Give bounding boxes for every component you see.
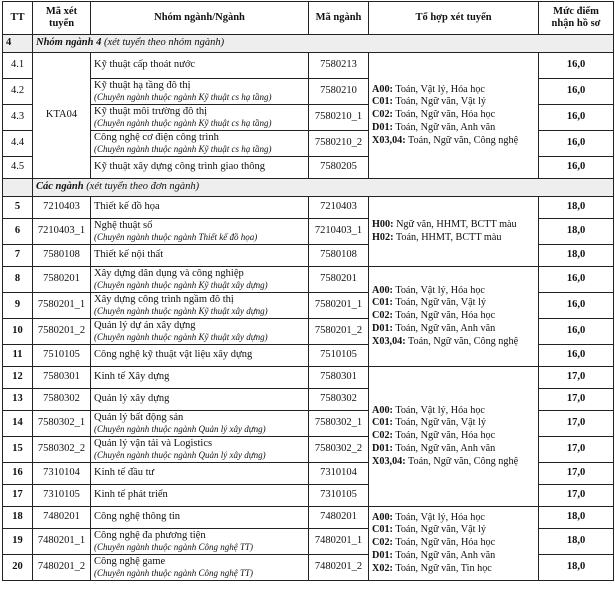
combo-line [372, 336, 535, 349]
table-cell: 7510105 [309, 345, 369, 367]
group-tt: 4 [3, 35, 33, 53]
table-cell: 7210403_1 [33, 219, 91, 245]
table-cell: Toán, Vật lý, Hóa học [395, 284, 485, 296]
row-score: 16,0 [539, 79, 614, 105]
table-cell: 13 [3, 389, 33, 411]
table-cell: 7210403 [309, 197, 369, 219]
combo-line [372, 456, 535, 469]
table-cell: X03,04: [372, 134, 406, 146]
table-cell: D01: [372, 442, 393, 454]
table-cell: Quản lý vận tải và Logistics [94, 438, 213, 450]
row-name-main: Kỹ thuật cấp thoát nước [94, 59, 196, 71]
combo-line [372, 109, 535, 122]
group-note: (xét tuyển theo đơn ngành) [86, 181, 200, 193]
table-row [3, 53, 614, 79]
combo-line [372, 122, 535, 135]
table-cell: 7480201 [309, 507, 369, 529]
table-cell: 7 [3, 245, 33, 267]
table-cell: 7580302_1 [33, 411, 91, 437]
table-cell: Quản lý dự án xây dựng [94, 320, 196, 332]
table-cell: 7580302_2 [309, 437, 369, 463]
combo-cell-b [369, 367, 539, 507]
row-tt: 4.4 [3, 131, 33, 157]
table-row [3, 267, 614, 293]
table-row [3, 367, 614, 389]
table-cell: 7210403 [33, 197, 91, 219]
combo-cell-group4 [369, 53, 539, 179]
table-cell: 7580201_1 [33, 293, 91, 319]
header-row [3, 2, 614, 35]
table-cell: D01: [372, 121, 393, 133]
table-cell: 17,0 [539, 367, 614, 389]
table-cell: X03,04: [372, 455, 406, 467]
table-cell: 7580201_2 [309, 319, 369, 345]
table-cell: 7580201_2 [33, 319, 91, 345]
table-cell: 18,0 [539, 555, 614, 581]
table-cell: 16,0 [539, 345, 614, 367]
table-cell: Công nghệ thông tin [91, 507, 309, 529]
combo-line [372, 537, 535, 550]
table-cell: H02: [372, 231, 394, 243]
table-cell: 15 [3, 437, 33, 463]
row-name [91, 79, 309, 105]
group-title-cell [33, 35, 614, 53]
header-tt: TT [3, 2, 33, 35]
combo-cell-h [369, 197, 539, 267]
table-cell: (Chuyên ngành thuộc ngành Kỹ thuật xây dựng) [94, 332, 268, 343]
table-cell: 17,0 [539, 463, 614, 485]
table-cell: 7580201 [309, 267, 369, 293]
table-cell: Toán, Ngữ văn, Vật lý [395, 524, 486, 536]
table-cell: 18 [3, 507, 33, 529]
table-cell: D01: [372, 322, 393, 334]
table-cell: (Chuyên ngành thuộc ngành Quản lý xây dựng) [94, 424, 266, 435]
table-cell: Công nghệ game [94, 556, 166, 568]
table-cell: Toán, Ngữ văn, Hóa học [395, 310, 496, 322]
table-cell: Kỹ thuật hạ tầng đô thị [94, 80, 191, 92]
row-tt: 4.3 [3, 105, 33, 131]
group-row [3, 179, 614, 197]
combo-cell-a [369, 267, 539, 367]
row-tt: 4.2 [3, 79, 33, 105]
table-cell: 17,0 [539, 389, 614, 411]
table-cell: 7580201_1 [309, 293, 369, 319]
row-score: 16,0 [539, 105, 614, 131]
table-cell: C01: [372, 297, 393, 309]
table-cell: 7480201 [33, 507, 91, 529]
row-sub: (Chuyên ngành thuộc ngành Kỹ thuật cs hạ tầng) [94, 118, 272, 129]
table-cell: 7480201_1 [33, 529, 91, 555]
combo-line [372, 285, 535, 298]
table-cell: H00: [372, 218, 394, 230]
combo-line [372, 310, 535, 323]
table-cell: (Chuyên ngành thuộc ngành Công nghệ TT) [94, 568, 253, 579]
table-cell: Toán, Ngữ văn, Hóa học [395, 109, 496, 121]
table-cell: Công nghệ đa phương tiện [94, 530, 206, 542]
table-cell: Toán, HHMT, BCTT màu [395, 231, 502, 243]
header-to-hop: Tổ hợp xét tuyển [369, 2, 539, 35]
row-ma-nganh: 7580210_1 [309, 105, 369, 131]
table-cell: 8 [3, 267, 33, 293]
table-cell: 7310104 [309, 463, 369, 485]
table-cell: A00: [372, 404, 393, 416]
table-cell: (Chuyên ngành thuộc ngành Kỹ thuật xây dựng) [94, 280, 268, 291]
table-cell: 7580301 [309, 367, 369, 389]
table-cell: 7580108 [33, 245, 91, 267]
table-cell: Kinh tế đầu tư [91, 463, 309, 485]
table-cell: Thiết kế đồ họa [91, 197, 309, 219]
table-cell: X02: [372, 562, 393, 574]
group-note: (xét tuyển theo nhóm ngành) [103, 37, 225, 49]
table-cell: 17 [3, 485, 33, 507]
table-cell: 7580302_2 [33, 437, 91, 463]
table-row [3, 507, 614, 529]
combo-cell-c [369, 507, 539, 581]
row-tt: 4.1 [3, 53, 33, 79]
table-cell: Kinh tế Xây dựng [91, 367, 309, 389]
table-cell: Toán, Ngữ văn, Vật lý [395, 417, 486, 429]
table-cell: A00: [372, 83, 393, 95]
table-cell: Toán, Vật lý, Hóa học [395, 511, 485, 523]
table-cell: Toán, Ngữ văn, Tin học [395, 562, 492, 574]
table-cell: Toán, Ngữ văn, Hóa học [395, 430, 496, 442]
table-cell: 7310105 [309, 485, 369, 507]
table-cell: 7480201_1 [309, 529, 369, 555]
table-cell: 7580201 [33, 267, 91, 293]
combo-line [372, 512, 535, 525]
table-cell: 20 [3, 555, 33, 581]
table-cell: 7510105 [33, 345, 91, 367]
table-cell: C02: [372, 537, 393, 549]
row-ma-nganh: 7580210_2 [309, 131, 369, 157]
table-cell: 7580108 [309, 245, 369, 267]
table-cell: 6 [3, 219, 33, 245]
table-cell: 18,0 [539, 197, 614, 219]
combo-line [372, 135, 535, 148]
header-ma-nganh: Mã ngành [309, 2, 369, 35]
table-cell: D01: [372, 549, 393, 561]
combo-line [372, 232, 535, 245]
admission-table [2, 1, 614, 581]
ma-xet-tuyen-kta04: KTA04 [33, 53, 91, 179]
table-cell: 16,0 [539, 267, 614, 293]
table-cell: Toán, Vật lý, Hóa học [395, 83, 485, 95]
table-cell: Quản lý bất động sản [94, 412, 184, 424]
table-cell: 18,0 [539, 219, 614, 245]
table-cell: 12 [3, 367, 33, 389]
group-title-cell [33, 179, 614, 197]
table-cell: 7310104 [33, 463, 91, 485]
table-cell: Toán, Ngữ văn, Anh văn [395, 549, 496, 561]
table-cell: C01: [372, 417, 393, 429]
table-cell: X03,04: [372, 335, 406, 347]
combo-line [372, 550, 535, 563]
combo-line [372, 84, 535, 97]
table-cell: Nghệ thuật số [94, 220, 153, 232]
row-score: 16,0 [539, 131, 614, 157]
row-score: 16,0 [539, 53, 614, 79]
table-cell: 7580302 [309, 389, 369, 411]
combo-line [372, 297, 535, 310]
table-cell: Xây dựng công trình ngầm đô thị [94, 294, 234, 306]
header-ma-xet-tuyen: Mã xét tuyển [33, 2, 91, 35]
table-cell: 7580302 [33, 389, 91, 411]
table-cell: 7480201_2 [33, 555, 91, 581]
combo-line [372, 563, 535, 576]
row-name: Kỹ thuật xây dựng công trình giao thông [91, 157, 309, 179]
combo-line [372, 323, 535, 336]
table-cell: Toán, Ngữ văn, Anh văn [395, 322, 496, 334]
group-title: Các ngành [36, 181, 84, 193]
table-cell: Kinh tế phát triển [91, 485, 309, 507]
table-cell: Xây dựng dân dụng và công nghiệp [94, 268, 244, 280]
table-cell: Toán, Ngữ văn, Anh văn [395, 442, 496, 454]
table-cell: 19 [3, 529, 33, 555]
table-cell: 16,0 [539, 293, 614, 319]
table-cell: 17,0 [539, 437, 614, 463]
row-sub: (Chuyên ngành thuộc ngành Kỹ thuật cs hạ tầng) [94, 144, 272, 155]
table-cell: Toán, Ngữ văn, Công nghệ [408, 455, 519, 467]
table-cell: Toán, Ngữ văn, Công nghệ [408, 134, 519, 146]
table-cell: C02: [372, 430, 393, 442]
row-score: 16,0 [539, 157, 614, 179]
table-cell: 18,0 [539, 245, 614, 267]
table-cell: Công nghệ kỹ thuật vật liệu xây dựng [91, 345, 309, 367]
table-cell: 14 [3, 411, 33, 437]
table-cell: 17,0 [539, 411, 614, 437]
table-cell: Thiết kế nội thất [91, 245, 309, 267]
table-cell: Toán, Ngữ văn, Anh văn [395, 121, 496, 133]
table-cell: 7480201_2 [309, 555, 369, 581]
table-cell: C02: [372, 109, 393, 121]
table-cell: 16,0 [539, 319, 614, 345]
combo-line [372, 405, 535, 418]
table-cell: Toán, Vật lý, Hóa học [395, 404, 485, 416]
table-cell: C02: [372, 310, 393, 322]
table-cell: 7580302_1 [309, 411, 369, 437]
table-cell: 18,0 [539, 507, 614, 529]
table-cell: Kỹ thuật môi trường đô thị [94, 106, 208, 118]
row-sub: (Chuyên ngành thuộc ngành Kỹ thuật cs hạ tầng) [94, 92, 272, 103]
row-name [91, 131, 309, 157]
table-cell: C01: [372, 524, 393, 536]
row-ma-nganh: 7580205 [309, 157, 369, 179]
combo-line [372, 96, 535, 109]
row-name [91, 53, 309, 79]
table-cell: (Chuyên ngành thuộc ngành Quản lý xây dựng) [94, 450, 266, 461]
table-cell: 7310105 [33, 485, 91, 507]
combo-line [372, 443, 535, 456]
table-cell: 5 [3, 197, 33, 219]
table-cell: Toán, Ngữ văn, Vật lý [395, 96, 486, 108]
table-cell: A00: [372, 511, 393, 523]
table-cell: C01: [372, 96, 393, 108]
table-cell: Toán, Ngữ văn, Vật lý [395, 297, 486, 309]
row-ma-nganh: 7580213 [309, 53, 369, 79]
table-row [3, 197, 614, 219]
table-cell: 9 [3, 293, 33, 319]
table-cell: 17,0 [539, 485, 614, 507]
table-cell: 10 [3, 319, 33, 345]
table-cell: 16 [3, 463, 33, 485]
combo-line [372, 219, 535, 232]
row-ma-nganh: 7580210 [309, 79, 369, 105]
row-tt: 4.5 [3, 157, 33, 179]
table-cell: 11 [3, 345, 33, 367]
group-row [3, 35, 614, 53]
table-cell: Toán, Ngữ văn, Công nghệ [408, 335, 519, 347]
header-muc-diem: Mức điểm nhận hồ sơ [539, 2, 614, 35]
table-cell: Công nghệ cơ điện công trình [94, 132, 219, 144]
table-cell: 7210403_1 [309, 219, 369, 245]
group-title: Nhóm ngành 4 [36, 37, 102, 49]
table-cell: Toán, Ngữ văn, Hóa học [395, 537, 496, 549]
table-cell: (Chuyên ngành thuộc ngành Công nghệ TT) [94, 542, 253, 553]
row-name [91, 105, 309, 131]
combo-line [372, 417, 535, 430]
combo-line [372, 524, 535, 537]
table-cell: A00: [372, 284, 393, 296]
table-cell: (Chuyên ngành thuộc ngành Thiết kế đồ họa) [94, 232, 258, 243]
table-cell: Quản lý xây dựng [91, 389, 309, 411]
table-cell: Ngữ văn, HHMT, BCTT màu [396, 218, 517, 230]
header-nhom-nganh: Nhóm ngành/Ngành [91, 2, 309, 35]
table-cell: 7580301 [33, 367, 91, 389]
table-cell: (Chuyên ngành thuộc ngành Kỹ thuật xây dựng) [94, 306, 268, 317]
table-cell: 18,0 [539, 529, 614, 555]
combo-line [372, 430, 535, 443]
